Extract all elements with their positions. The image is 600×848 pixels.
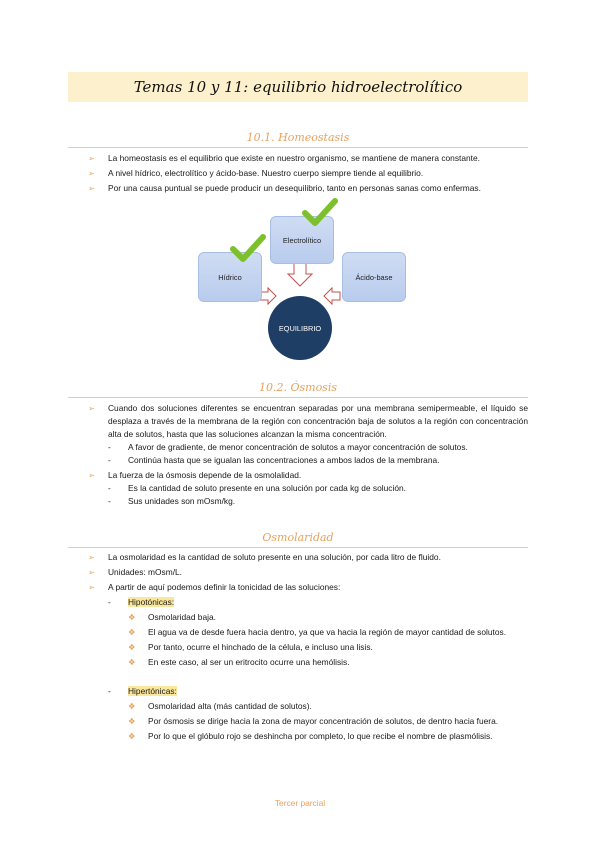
title-band xyxy=(68,72,528,102)
diamond-bullet-icon: ❖ xyxy=(128,612,136,622)
list-item: ❖ Osmolaridad baja. xyxy=(128,612,216,622)
list-item: ➢ A partir de aquí podemos definir la tonicidad de las soluciones: - Hipotónicas: ❖ Osmolaridad baja. ❖ El agua va de desde fuera hacia dentro, ya que va hacia la región de mayor cantidad de solutos. ❖ Por tanto, ocurre el hinchado de la célula, e incluso una lisis. ❖ En este caso, al ser un eritrocito ocurre una hemólisis. - Hipertónicas: ❖ Osmolaridad alta (más cantidad de solutos). ❖ Por ósmosis se dirige hacia la zona de mayor concentración de solutos, de dentro hacia fuera. ❖ Por lo que el glóbulo rojo se deshincha por completo, lo que recibe el nombre de plasmólisis. xyxy=(88,581,528,743)
section-heading-osmosis: 10.2. Ósmosis xyxy=(258,381,337,394)
list-item: ❖ En este caso, al ser un eritrocito ocurre una hemólisis. xyxy=(128,657,350,667)
hipertonicas-label: Hipertónicas: xyxy=(128,686,177,696)
arrow-bullet-icon: ➢ xyxy=(88,553,95,562)
hipotonicas-list xyxy=(128,610,528,669)
arrow-bullet-icon: ➢ xyxy=(88,184,95,193)
list-item: - Es la cantidad de soluto presente en una solución por cada kg de solución. xyxy=(108,483,406,493)
list-item: ❖ Por ósmosis se dirige hacia la zona de mayor concentración de solutos, de dentro hacia fuera. xyxy=(128,716,499,726)
sub-list xyxy=(108,441,528,467)
arrow-right-icon xyxy=(260,288,276,304)
list-item: ➢ La fuerza de la ósmosis depende de la osmolalidad. - Es la cantidad de soluto presente en una solución por cada kg de solución. - Sus unidades son mOsm/kg. xyxy=(88,469,528,508)
section-heading-osmolaridad: Osmolaridad xyxy=(262,531,334,544)
checkmark-icon xyxy=(230,234,266,264)
page-footer: Tercer parcial xyxy=(274,798,326,808)
equilibrium-diagram xyxy=(190,196,410,372)
section-divider xyxy=(68,397,528,398)
list-item: ➢ Cuando dos soluciones diferentes se encuentran separadas por una membrana semipermeable, el líquido se desplaza a través de la membrana de la región con concentración baja de solutos a la región con concentración alta de solutos, hasta que las soluciones alcanzan la misma concentración. - A favor de gradiente, de menor concentración de solutos a mayor concentración de solutos. - Continúa hasta que se igualan las concentraciones a ambos lados de la membrana. xyxy=(88,403,528,465)
section-divider xyxy=(68,147,528,148)
diamond-bullet-icon: ❖ xyxy=(128,731,136,741)
list-item: ❖ Por lo que el glóbulo rojo se deshincha por completo, lo que recibe el nombre de plasmólisis. xyxy=(128,731,493,741)
diamond-bullet-icon: ❖ xyxy=(128,642,136,652)
hipotonicas-label: Hipotónicas: xyxy=(128,597,175,607)
diamond-bullet-icon: ❖ xyxy=(128,627,136,637)
arrow-bullet-icon: ➢ xyxy=(88,154,95,163)
list-item: ➢ La homeostasis es el equilibrio que existe en nuestro organismo, se mantiene de manera constante. xyxy=(88,153,480,163)
list-item: ➢ La osmolaridad es la cantidad de soluto presente en una solución, por cada litro de fluido. xyxy=(88,552,441,562)
box-hidrico: Hídrico xyxy=(198,252,262,302)
osmosis-list xyxy=(88,402,528,510)
arrow-bullet-icon: ➢ xyxy=(88,404,95,413)
box-electrolitico: Electrolítico xyxy=(270,216,334,264)
list-item: - Sus unidades son mOsm/kg. xyxy=(108,496,236,506)
arrow-bullet-icon: ➢ xyxy=(88,568,95,577)
list-item: ❖ El agua va de desde fuera hacia dentro, ya que va hacia la región de mayor cantidad de solutos. xyxy=(128,627,507,637)
box-acido-base: Ácido-base xyxy=(342,252,406,302)
list-item: ➢ A nivel hídrico, electrolítico y ácido-base. Nuestro cuerpo siempre tiende al equilibrio. xyxy=(88,168,424,178)
list-item: ➢ Por una causa puntual se puede producir un desequilibrio, tanto en personas sanas como enfermas. xyxy=(88,183,481,193)
list-item: ❖ Osmolaridad alta (más cantidad de solutos). xyxy=(128,701,312,711)
section-divider xyxy=(68,547,528,548)
sub-list xyxy=(108,482,528,508)
list-item: ➢ Unidades: mOsm/L. xyxy=(88,567,183,577)
arrow-left-icon xyxy=(324,288,340,304)
diamond-bullet-icon: ❖ xyxy=(128,701,136,711)
list-item: - A favor de gradiente, de menor concentración de solutos a mayor concentración de solutos. xyxy=(108,442,468,452)
osmolaridad-list xyxy=(88,551,528,745)
arrow-down-icon xyxy=(288,262,312,286)
arrow-bullet-icon: ➢ xyxy=(88,169,95,178)
hipertonicas-list xyxy=(128,699,528,743)
list-item: - Continúa hasta que se igualan las concentraciones a ambos lados de la membrana. xyxy=(108,455,440,465)
homeostasis-list xyxy=(88,152,528,197)
page-title: Temas 10 y 11: equilibrio hidroelectrolítico xyxy=(133,78,463,96)
diamond-bullet-icon: ❖ xyxy=(128,716,136,726)
diamond-bullet-icon: ❖ xyxy=(128,657,136,667)
list-item: ❖ Por tanto, ocurre el hinchado de la célula, e incluso una lisis. xyxy=(128,642,373,652)
list-item: - Hipertónicas: ❖ Osmolaridad alta (más cantidad de solutos). ❖ Por ósmosis se dirige hacia la zona de mayor concentración de solutos, de dentro hacia fuera. ❖ Por lo que el glóbulo rojo se deshincha por completo, lo que recibe el nombre de plasmólisis. xyxy=(108,685,528,743)
checkmark-icon xyxy=(302,198,338,228)
equilibrio-circle: EQUILIBRIO xyxy=(268,296,332,360)
list-item: - Hipotónicas: ❖ Osmolaridad baja. ❖ El agua va de desde fuera hacia dentro, ya que va hacia la región de mayor cantidad de solutos. ❖ Por tanto, ocurre el hinchado de la célula, e incluso una lisis. ❖ En este caso, al ser un eritrocito ocurre una hemólisis. xyxy=(108,596,528,669)
sub-list xyxy=(108,596,528,743)
arrow-bullet-icon: ➢ xyxy=(88,583,95,592)
section-heading-homeostasis: 10.1. Homeostasis xyxy=(246,131,350,144)
arrow-bullet-icon: ➢ xyxy=(88,471,95,480)
